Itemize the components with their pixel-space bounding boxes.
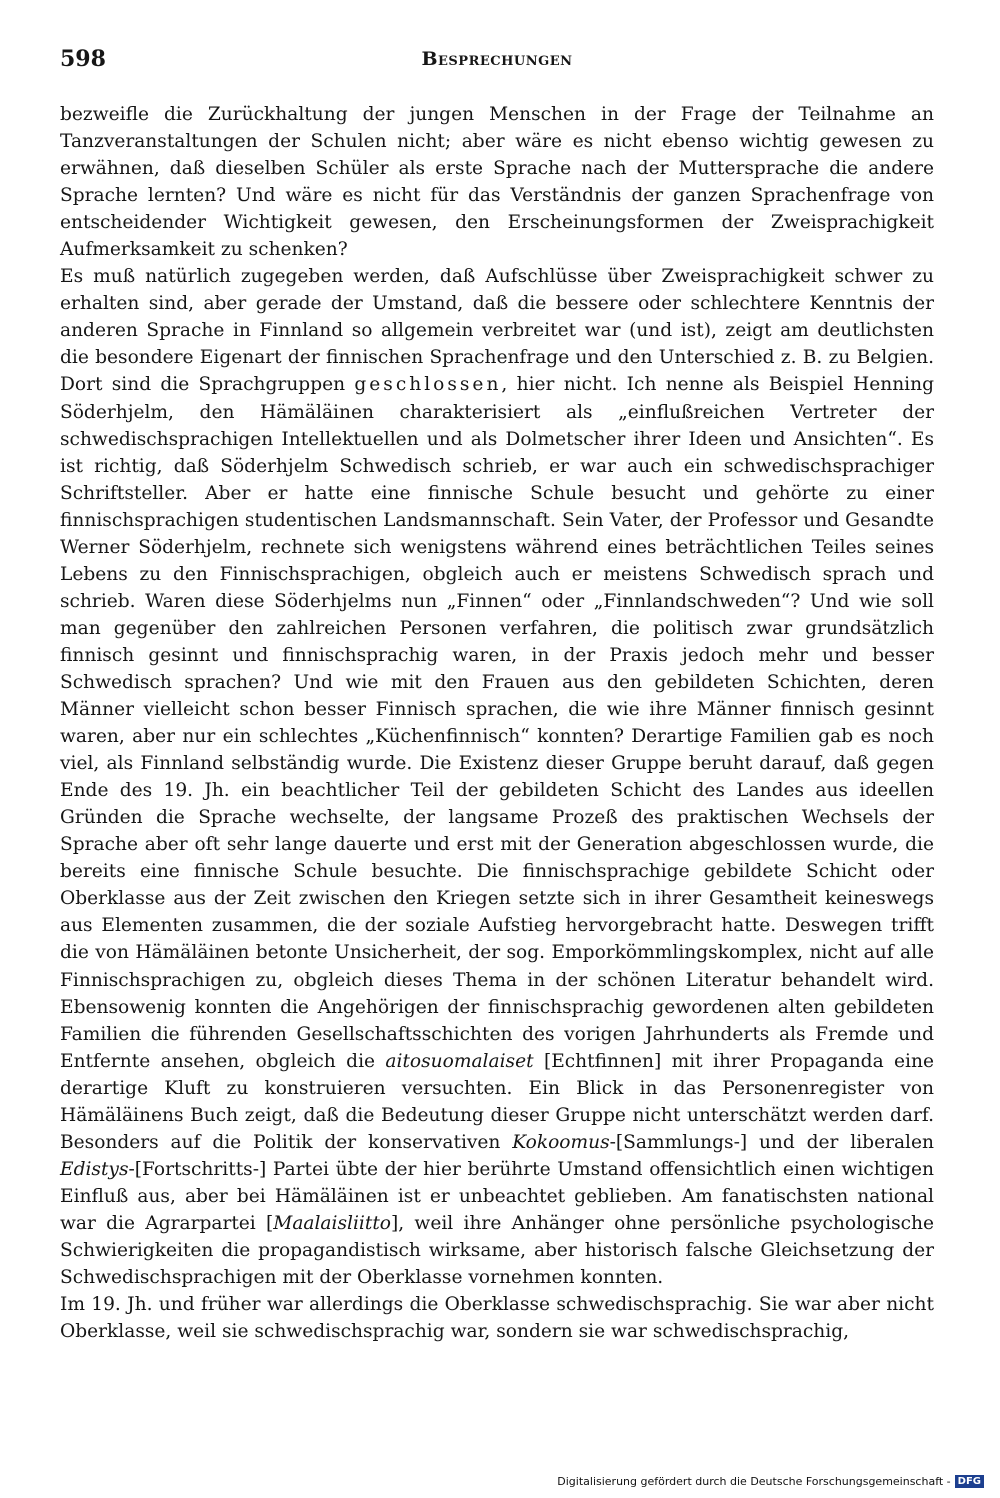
footer-text: Digitalisierung gefördert durch die Deutsche Forschungsgemeinschaft - (557, 1475, 951, 1488)
running-head (60, 46, 934, 78)
paragraph-2-part-c: [Echtfinnen] mit ihrer Propaganda eine derartige Kluft zu konstruieren versuchten. Ein Blick in das Personenregister von Hämäläinens Buch zeigt, daß die Bedeutung dieser Gruppe nicht unterschätzt werden darf. Besonders auf die Politik der konservativen (60, 1050, 934, 1153)
italic-term-edistys: Edistys (60, 1158, 129, 1180)
paragraph-2-part-a: Es muß natürlich zugegeben werden, daß Aufschlüsse über Zweisprachigkeit schwer zu erhalten sind, aber gerade der Umstand, daß die bessere oder schlechtere Kenntnis der anderen Sprache in Finnland so allgemein verbreitet war (und ist), zeigt am deutlichsten die besondere Eigenart der finnischen Sprachenfrage und den Unterschied z. B. zu Belgien. Dort sind die Sprachgruppen (60, 266, 934, 396)
article-body (60, 101, 934, 1345)
paragraph-1: bezweifle die Zurückhaltung der jungen Menschen in der Frage der Teilnahme an Tanzveranstaltungen der Schulen nicht; aber wäre es nicht ebenso wichtig gewesen zu erwähnen, daß dieselben Schüler als erste Sprache nach der Muttersprache die andere Sprache lernten? Und wäre es nicht für das Verständnis der ganzen Sprachenfrage von entscheidender Wichtigkeit gewesen, den Erscheinungsformen der Zweisprachigkeit Aufmerksamkeit zu schenken? (60, 104, 934, 261)
paragraph-2 (60, 263, 934, 1291)
italic-term-kokoomus: Kokoomus (512, 1131, 610, 1153)
paragraph-2-part-e: -[Fortschritts-] Partei übte der hier berührte Umstand offensichtlich einen wichtigen Einfluß aus, aber bei Hämäläinen ist er unbeachtet geblieben. Am fanatischsten national war die Agrarpartei [ (60, 1158, 934, 1234)
digitization-footer (557, 1475, 984, 1488)
emphasized-word-geschlossen: geschlossen (354, 374, 502, 396)
paragraph-2-part-f: ], weil ihre Anhänger ohne persönliche psychologische Schwierigkeiten die propagandistisch wirksame, aber historisch falsche Gleichsetzung der Schwedischsprachigen mit der Oberklasse vornehmen konnten. (60, 1212, 934, 1289)
italic-term-aitosuomalaiset: aitosuomalaiset (385, 1050, 534, 1072)
dfg-logo: DFG (955, 1475, 984, 1488)
paragraph-2-part-b: , hier nicht. Ich nenne als Beispiel Henning Söderhjelm, den Hämäläinen charakterisiert als „einflußreichen Vertreter der schwedischsprachigen Intellektuellen und als Dolmetscher ihrer Ideen und Ansichten“. Es ist richtig, daß Söderhjelm Schwedisch schrieb, er war auch ein schwedischsprachiger Schriftsteller. Aber er hatte eine finnische Schule besucht und gehörte zu einer finnischsprachigen studentischen Landsmannschaft. Sein Vater, der Professor und Gesandte Werner Söderhjelm, rechnete sich wenigstens während eines beträchtlichen Teiles seines Lebens zu den Finnischsprachigen, obgleich auch er meistens Schwedisch sprach und schrieb. Waren diese Söderhjelms nun „Finnen“ oder „Finnlandschweden“? Und wie soll man gegenüber den zahlreichen Personen verfahren, die politisch zwar grundsätzlich finnisch gesinnt und finnischsprachig waren, in der Praxis jedoch mehr und besser Schwedisch sprachen? Und wie mit den Frauen aus den gebildeten Schichten, deren Männer vielleicht schon besser Finnisch sprachen, die wie ihre Männer finnisch gesinnt waren, aber nur ein schlechtes „Küchenfinnisch“ konnten? Derartige Familien gab es noch viel, als Finnland selbständig wurde. Die Existenz dieser Gruppe beruht darauf, daß gegen Ende des 19. Jh. ein beachtlicher Teil der gebildeten Schicht des Landes aus ideellen Gründen die Sprache wechselte, der langsame Prozeß des praktischen Wechsels der Sprache aber oft sehr lange dauerte und erst mit der Generation abgeschlossen wurde, die bereits eine finnische Schule besuchte. Die finnischsprachige gebildete Schicht oder Oberklasse aus der Zeit zwischen den Kriegen setzte sich in ihrer Gesamtheit keineswegs aus Elementen zusammen, die der soziale Aufstieg hervorgebracht hatte. Deswegen trifft die von Hämäläinen betonte Unsicherheit, der sog. Emporkömmlingskomplex, nicht auf alle Finnischsprachigen zu, obgleich dieses Thema in der schönen Literatur behandelt wird. Ebensowenig konnten die Angehörigen der finnischsprachig gewordenen alten gebildeten Familien die führenden Gesellschaftsschichten des vorigen Jahrhunderts als Fremde und Entfernte ansehen, obgleich die (60, 374, 934, 1072)
paragraph-3: Im 19. Jh. und früher war allerdings die Oberklasse schwedischsprachig. Sie war aber nicht Oberklasse, weil sie schwedischsprachig war, sondern sie war schwedischsprachig, (60, 1294, 934, 1343)
page-number: 598 (60, 46, 106, 72)
paragraph-2-part-d: -[Sammlungs-] und der liberalen (609, 1131, 934, 1153)
section-title: Besprechungen (421, 48, 573, 70)
italic-term-maalaisliitto: Maalaisliitto (273, 1212, 391, 1234)
